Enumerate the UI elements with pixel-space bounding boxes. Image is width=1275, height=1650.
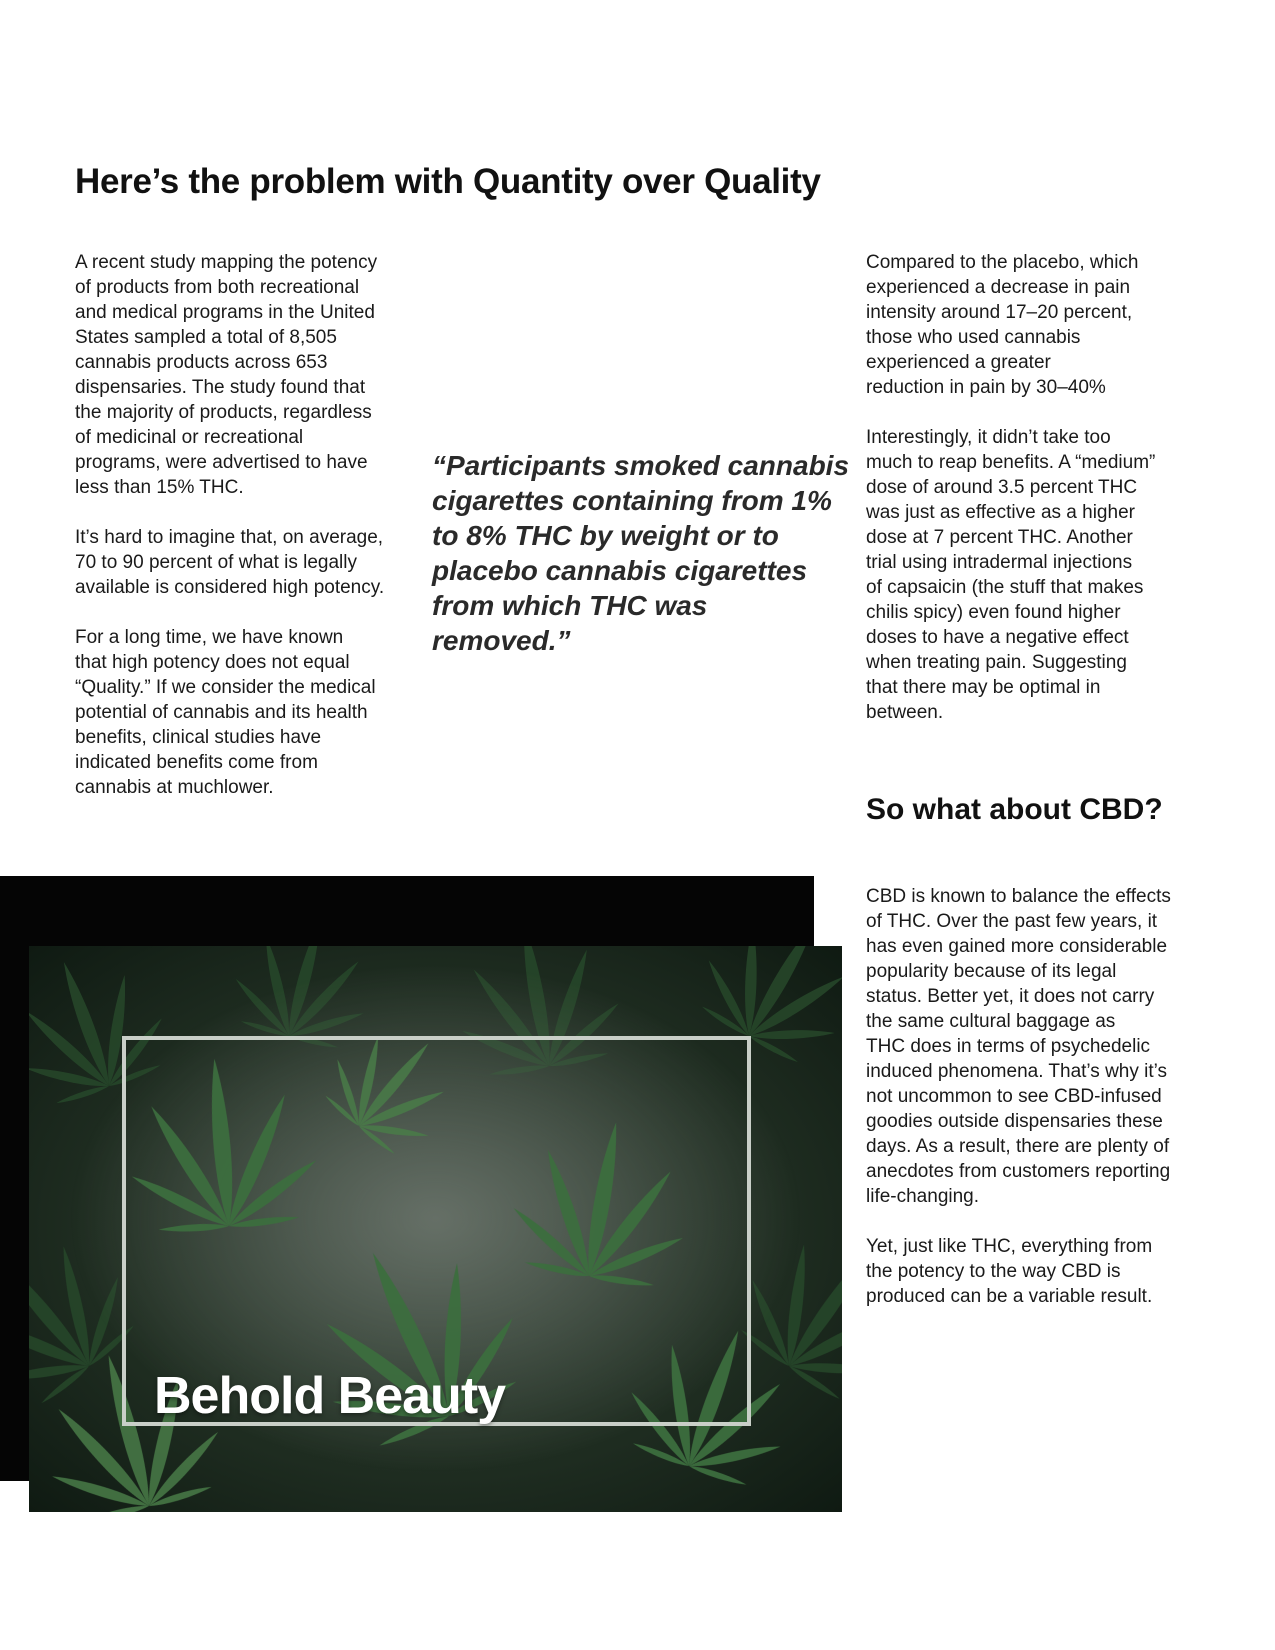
leaves-illustration xyxy=(29,946,842,1512)
right-column xyxy=(866,250,1211,750)
paragraph-study: A recent study mapping the potency of products from both recreational and medical programs in the United States sampled a total of 8,505 cannabis products across 653 dispensaries. The study found that the majority of products, regardless of medicinal or recreational programs, were advertised to have less than 15% THC. xyxy=(75,252,378,498)
paragraph-placebo: Compared to the placebo, which experienced a decrease in pain intensity around 17–20 percent, those who used cannabis experienced a greater reduction in pain by 30–40% xyxy=(866,252,1139,398)
section-heading-cbd: So what about CBD? xyxy=(866,793,1163,826)
cbd-column xyxy=(866,884,1211,1334)
left-column xyxy=(75,250,415,825)
paragraph-cbd-balance: CBD is known to balance the effects of THC. Over the past few years, it has even gained more considerable popularity because of its legal status. Better yet, it does not carry the same cultural baggage as THC does in terms of psychedelic induced phenomena. That’s why it’s not uncommon to see CBD-infused goodies outside dispensaries these days. As a result, there are plenty of anecdotes from customers reporting life-changing. xyxy=(866,886,1171,1207)
page-title: Here’s the problem with Quantity over Quality xyxy=(75,162,821,201)
paragraph-cbd-variable: Yet, just like THC, everything from the potency to the way CBD is produced can be a variable result. xyxy=(866,1236,1153,1307)
brand-logo-text: Behold Beauty xyxy=(154,1367,506,1425)
paragraph-high-potency: It’s hard to imagine that, on average, 70 to 90 percent of what is legally available is considered high potency. xyxy=(75,527,385,598)
cannabis-leaves-photo xyxy=(29,946,842,1512)
paragraph-medium-dose: Interestingly, it didn’t take too much to reap benefits. A “medium” dose of around 3.5 percent THC was just as effective as a higher dose at 7 percent THC. Another trial using intradermal injections of capsaicin (the stuff that makes chilis spicy) even found higher doses to have a negative effect when treating pain. Suggesting that there may be optimal in between. xyxy=(866,427,1156,723)
paragraph-quality: For a long time, we have known that high potency does not equal “Quality.” If we consider the medical potential of cannabis and its health benefits, clinical studies have indicated benefits come from cannabis at muchlower. xyxy=(75,627,376,798)
pull-quote: “Participants smoked cannabis cigarettes containing from 1% to 8% THC by weight or to placebo cannabis cigarettes from which THC was removed.” xyxy=(432,450,850,656)
